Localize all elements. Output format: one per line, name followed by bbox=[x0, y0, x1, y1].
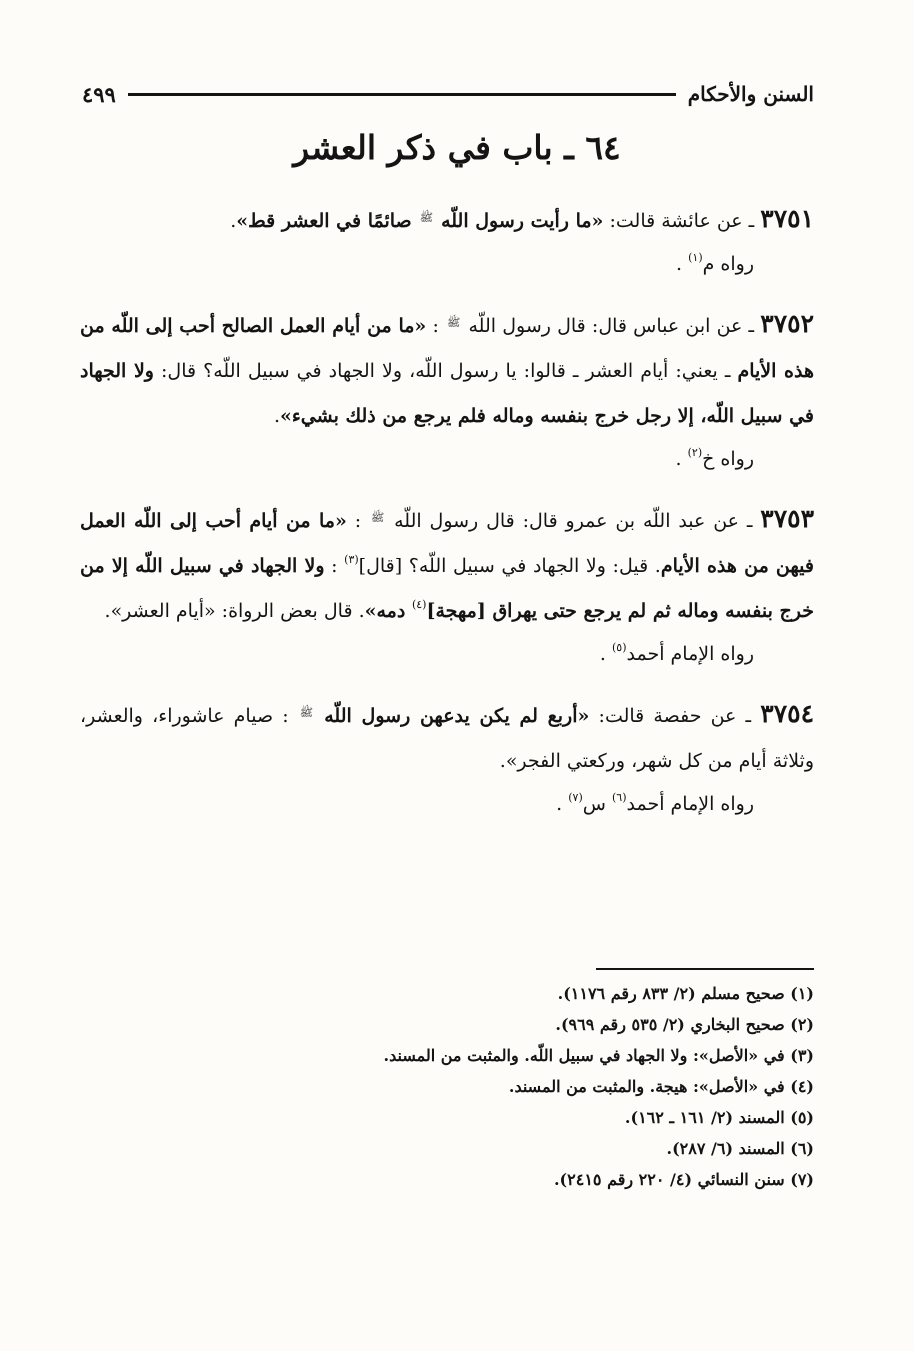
bracket-insert: [قال] bbox=[358, 555, 403, 577]
hadith-3754 bbox=[80, 691, 814, 784]
hadith-quote: صائمًا في العشر قط» bbox=[236, 210, 412, 232]
hadith-quote: «ما من أيام أحب إلى اللّه العمل فيهن من هذه الأيام bbox=[80, 510, 814, 577]
footnote-ref: (١) bbox=[688, 251, 703, 264]
footnote-item: (١) صحيح مسلم (٢/ ٨٣٣ رقم ١١٧٦). bbox=[557, 984, 814, 1003]
salla-symbol: ﷺ bbox=[370, 511, 385, 524]
hadith-intro: : bbox=[426, 315, 446, 337]
salla-symbol: ﷺ bbox=[447, 316, 461, 329]
narration-text: رواه الإمام أحمد bbox=[626, 643, 754, 665]
hadith-intro: ـ عن عبد اللّه بن عمرو قال: قال رسول اللّه bbox=[394, 510, 761, 532]
narration-text: رواه م bbox=[702, 253, 754, 275]
hadith-3751 bbox=[80, 196, 814, 244]
footnote-ref: (٦) bbox=[611, 791, 627, 804]
bracket-insert: [مهجة] bbox=[426, 600, 486, 622]
hadith-text: . قيل: ولا الجهاد في سبيل اللّه؟ bbox=[402, 555, 661, 577]
salla-symbol: ﷺ bbox=[419, 211, 434, 224]
hadith-body bbox=[80, 196, 814, 827]
running-title: السنن والأحكام bbox=[687, 82, 814, 106]
narration-end: . bbox=[599, 643, 612, 665]
hadith-quote: دمه» bbox=[364, 600, 412, 622]
hadith-intro: ـ عن حفصة قالت: bbox=[589, 705, 761, 727]
footnote-ref: (٤) bbox=[411, 598, 427, 611]
footnote-ref: (٣) bbox=[344, 553, 359, 566]
hadith-end: . bbox=[104, 600, 111, 622]
hadith-text: : صيام عاشوراء، والعشر، وثلاثة أيام من كل شهر، وركعتي الفجر» bbox=[80, 705, 814, 772]
narration-end: . bbox=[556, 793, 569, 815]
hadith-number: ٣٧٥٤ bbox=[760, 699, 814, 728]
hadith-text: . قال بعض الرواة: «أيام العشر» bbox=[110, 600, 365, 622]
footnote-item: (٦) المسند (٦/ ٢٨٧). bbox=[666, 1139, 814, 1158]
hadith-quote: ولا الجهاد في سبيل اللّه، إلا رجل خرج بنفسه وماله فلم يرجع من ذلك بشيء» bbox=[80, 360, 814, 427]
header-rule bbox=[128, 93, 676, 96]
narration-3752 bbox=[80, 437, 754, 482]
footnotes bbox=[80, 978, 814, 1195]
footnote-ref: (٧) bbox=[568, 791, 583, 804]
hadith-quote: «ما من أيام العمل الصالح أحب إلى اللّه من هذه الأيام bbox=[80, 315, 814, 382]
salla-symbol: ﷺ bbox=[299, 706, 314, 719]
hadith-end: . bbox=[230, 210, 237, 232]
hadith-end: . bbox=[499, 750, 506, 772]
footnote-item: (٢) صحيح البخاري (٢/ ٥٣٥ رقم ٩٦٩). bbox=[555, 1015, 814, 1034]
hadith-3753 bbox=[80, 496, 814, 634]
hadith-text: ـ يعني: أيام العشر ـ قالوا: يا رسول اللّه، ولا الجهاد في سبيل اللّه؟ قال: bbox=[153, 360, 738, 382]
hadith-3752 bbox=[80, 301, 814, 439]
hadith-text: : bbox=[324, 555, 345, 577]
footnote-item: (٣) في «الأصل»: ولا الجهاد في سبيل اللّه. والمثبت من المسند. bbox=[383, 1046, 814, 1065]
chapter-title: ٦٤ ـ باب في ذكر العشر bbox=[293, 128, 621, 167]
narration-text: س bbox=[582, 793, 612, 815]
footnote-item: (٧) سنن النسائي (٤/ ٢٢٠ رقم ٢٤١٥). bbox=[553, 1170, 814, 1189]
hadith-intro: : bbox=[346, 510, 369, 532]
page-number: ٤٩٩ bbox=[82, 81, 116, 107]
hadith-number: ٣٧٥١ bbox=[760, 204, 814, 233]
narration-3751 bbox=[80, 242, 754, 287]
footnote-ref: (٥) bbox=[611, 641, 627, 654]
hadith-end: . bbox=[273, 405, 280, 427]
hadith-quote: «ما رأيت رسول اللّه bbox=[441, 210, 604, 232]
narration-end: . bbox=[675, 448, 688, 470]
hadith-number: ٣٧٥٢ bbox=[760, 309, 814, 338]
hadith-quote: ولا الجهاد في سبيل اللّه إلا من خرج بنفسه وماله ثم لم يرجع حتى يهراق bbox=[80, 555, 814, 622]
hadith-intro: ـ عن عائشة قالت: bbox=[603, 210, 761, 232]
running-header bbox=[82, 76, 814, 112]
hadith-quote: «أربع لم يكن يدعهن رسول اللّه bbox=[324, 705, 590, 727]
footnote-ref: (٢) bbox=[687, 446, 703, 459]
footnote-item: (٤) في «الأصل»: هيجة. والمثبت من المسند. bbox=[508, 1077, 814, 1096]
narration-text: رواه الإمام أحمد bbox=[626, 793, 754, 815]
hadith-intro: ـ عن ابن عباس قال: قال رسول اللّه bbox=[468, 315, 761, 337]
footnote-item: (٥) المسند (٢/ ١٦١ ـ ١٦٢). bbox=[624, 1108, 814, 1127]
footnote-rule bbox=[596, 968, 814, 970]
narration-3754 bbox=[80, 782, 754, 827]
narration-end: . bbox=[676, 253, 689, 275]
narration-text: رواه خ bbox=[702, 448, 754, 470]
hadith-number: ٣٧٥٣ bbox=[760, 504, 814, 533]
narration-3753 bbox=[80, 632, 754, 677]
